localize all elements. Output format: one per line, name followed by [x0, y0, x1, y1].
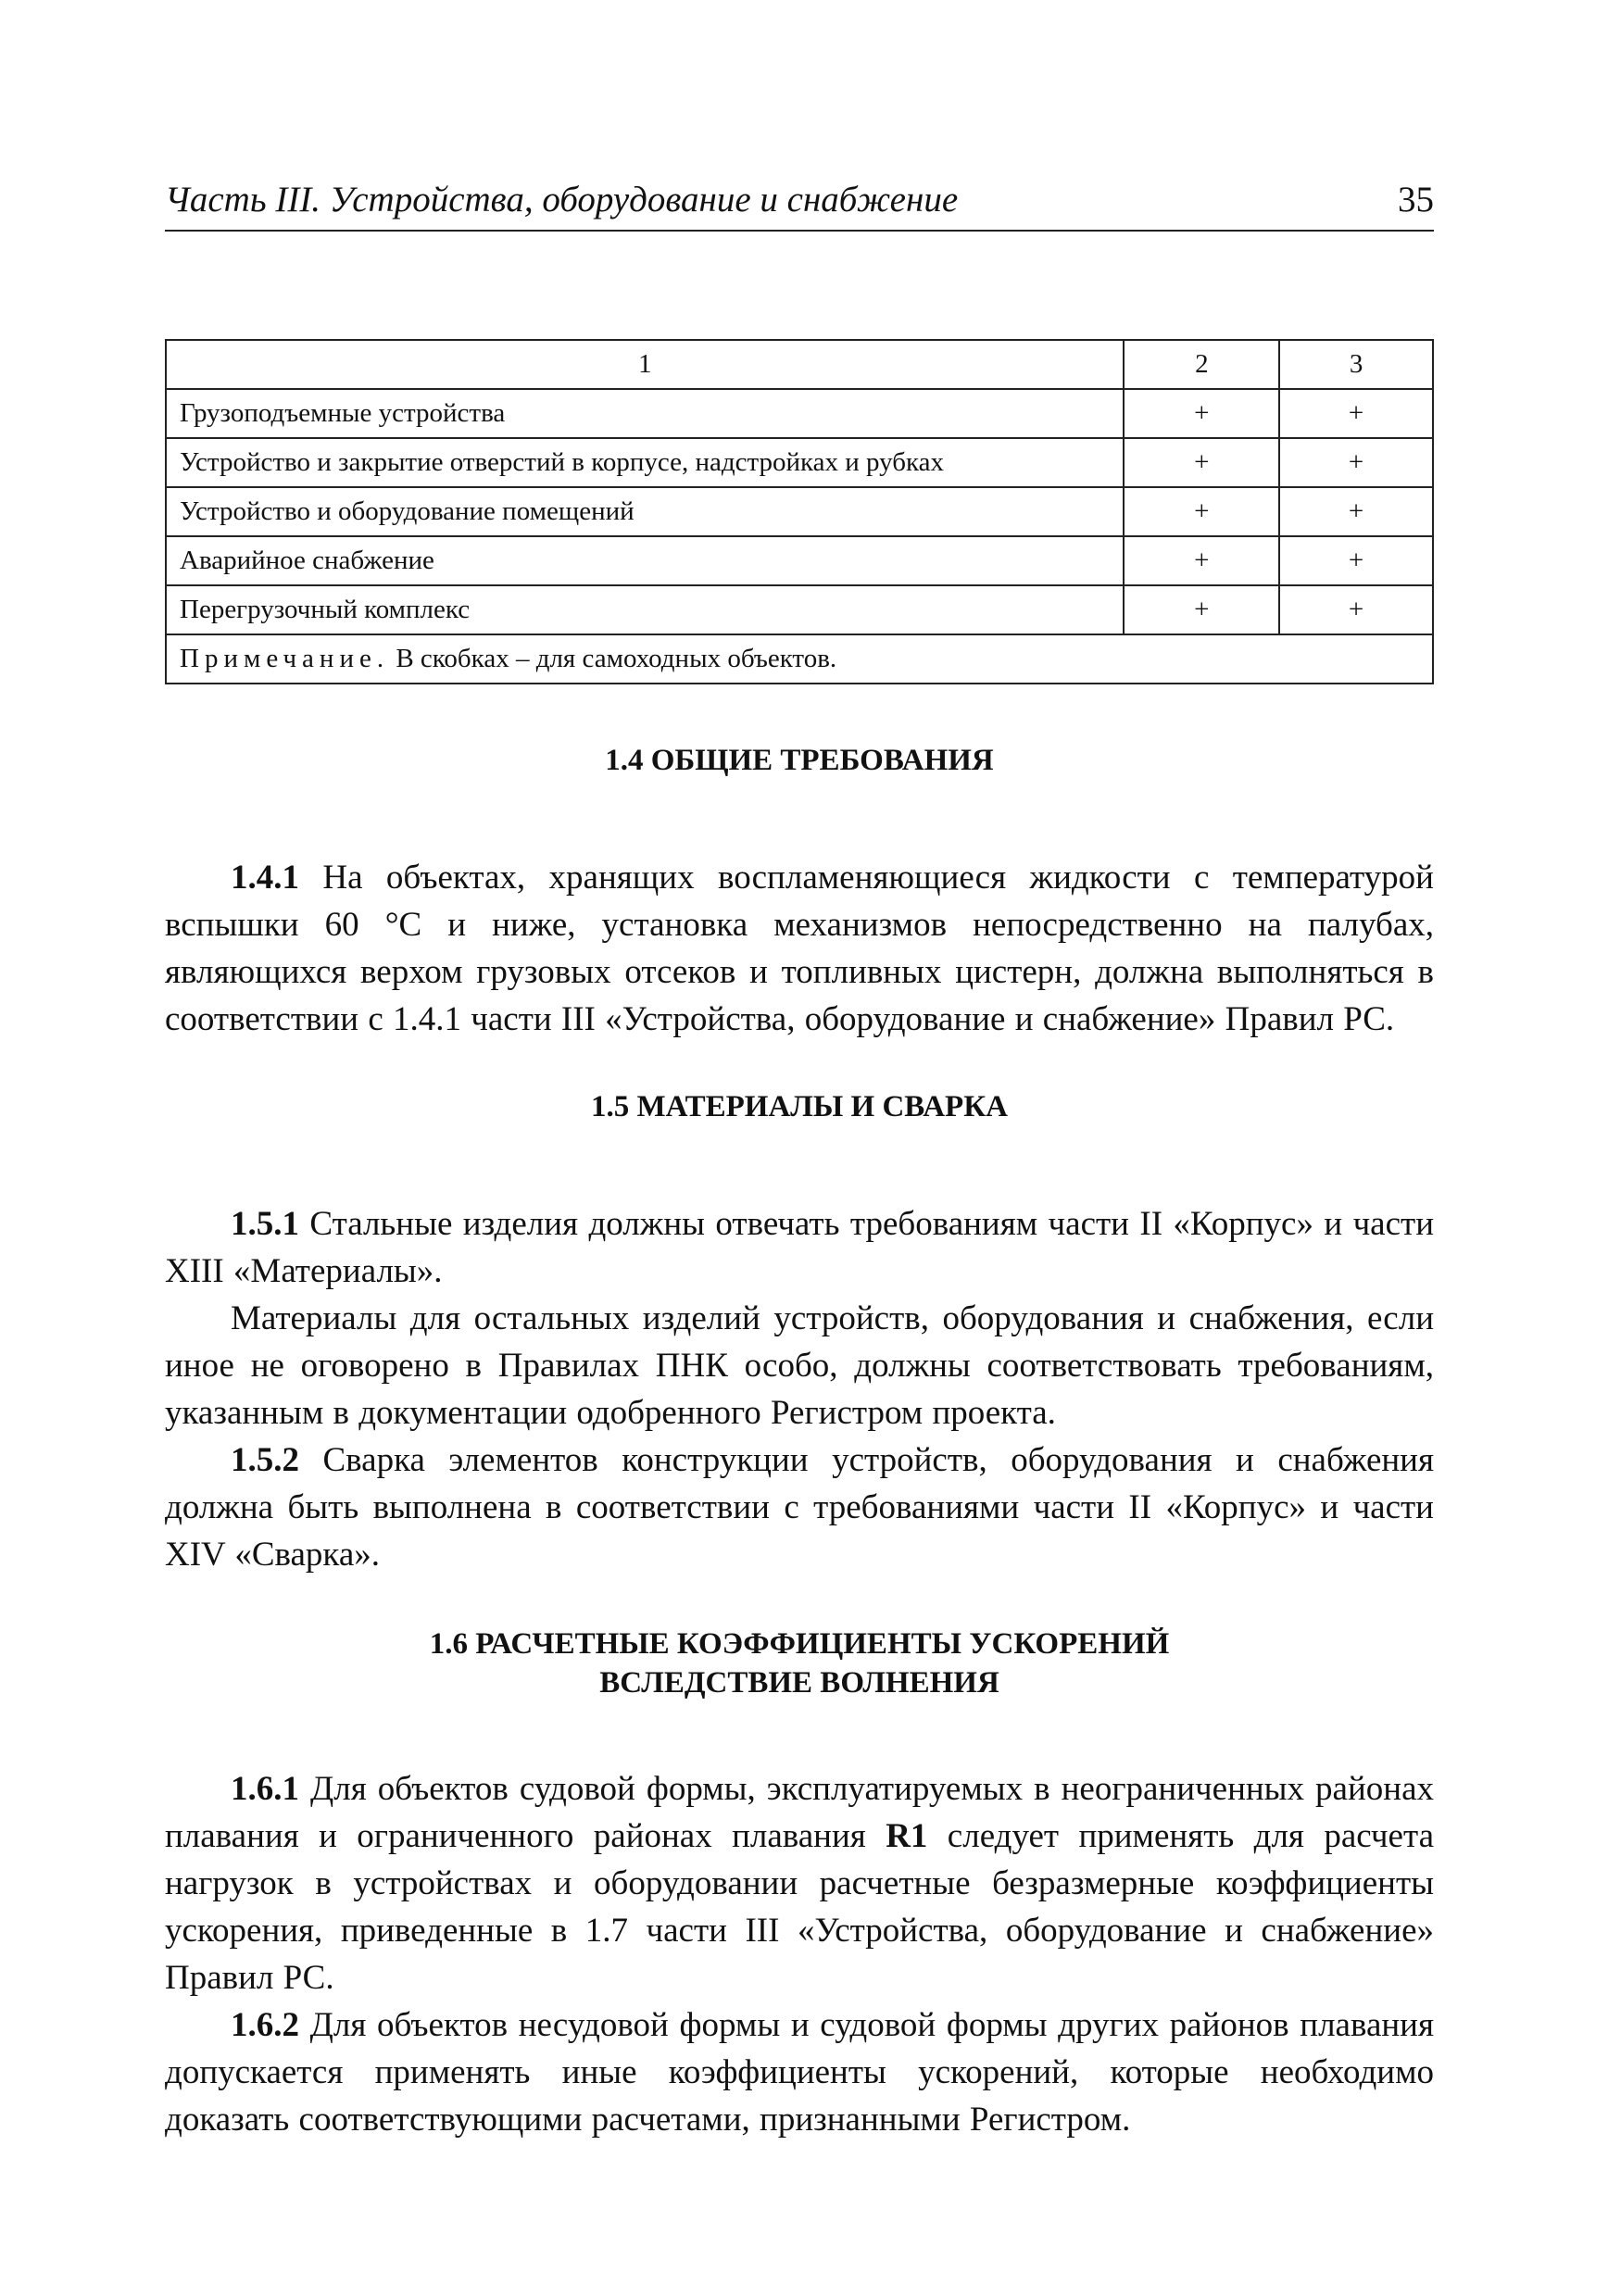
table-cell-col2: +: [1124, 389, 1279, 438]
table-cell-col2: +: [1124, 438, 1279, 487]
table-cell-col2: +: [1124, 536, 1279, 585]
region-code: R1: [886, 1817, 928, 1855]
table-header-cell: 2: [1124, 340, 1279, 389]
section-heading-1-4: 1.4 ОБЩИЕ ТРЕБОВАНИЯ: [605, 744, 994, 777]
table-cell-name: Аварийное снабжение: [166, 536, 1124, 585]
paragraph-1-6-1: [165, 1765, 1434, 2001]
paragraph-1-6-2: [165, 2001, 1434, 2143]
table-cell-col3: +: [1279, 389, 1433, 438]
running-header: [165, 174, 1434, 232]
paragraph-1-5-1: [165, 1200, 1434, 1295]
table-note-cell: [166, 634, 1433, 684]
paragraph-text: Стальные изделия должны отвечать требованиям части II «Корпус» и части XIII «Материалы».: [165, 1205, 1434, 1290]
table-note-label: Примечание.: [180, 644, 390, 673]
clause-number: 1.6.2: [231, 2006, 299, 2044]
table-cell-name: Устройство и оборудование помещений: [166, 487, 1124, 536]
table-cell-col3: +: [1279, 536, 1433, 585]
table-cell-name: Грузоподъемные устройства: [166, 389, 1124, 438]
paragraph-1-4-1: [165, 854, 1434, 1043]
table-cell-name: Перегрузочный комплекс: [166, 585, 1124, 634]
table-cell-col2: +: [1124, 487, 1279, 536]
table-row: [166, 487, 1433, 536]
clause-number: 1.5.2: [231, 1441, 299, 1479]
requirements-table: [165, 339, 1434, 684]
running-title: Часть III. Устройства, оборудование и снабжение: [165, 180, 959, 220]
paragraph-1-5-2: [165, 1437, 1434, 1578]
table-cell-col3: +: [1279, 438, 1433, 487]
table-header-cell: 1: [166, 340, 1124, 389]
main-content: [165, 741, 1434, 2143]
table-cell-name: Устройство и закрытие отверстий в корпусе, надстройках и рубках: [166, 438, 1124, 487]
table-header-row: [166, 340, 1433, 389]
paragraph-text: Для объектов несудовой формы и судовой формы других районов плавания допускается применять иные коэффициенты ускорений, которые необходимо доказать соответствующими расчетами, признанными Регистром.: [165, 2006, 1434, 2139]
section-heading-1-6: [165, 1625, 1434, 1702]
page-number: 35: [1398, 180, 1434, 220]
heading-line: 1.6 РАСЧЕТНЫЕ КОЭФФИЦИЕНТЫ УСКОРЕНИЙ: [429, 1627, 1170, 1661]
paragraph-1-5-1-cont: Материалы для остальных изделий устройств, оборудования и снабжения, если иное не оговорено в Правилах ПНК особо, должны соответствовать требованиям, указанным в документации одобренного Регистром проекта.: [165, 1299, 1434, 1432]
table-row: [166, 389, 1433, 438]
table-row: [166, 438, 1433, 487]
table-cell-col3: +: [1279, 585, 1433, 634]
table-note-text: В скобках – для самоходных объектов.: [389, 644, 837, 673]
table-cell-col2: +: [1124, 585, 1279, 634]
table-row: [166, 536, 1433, 585]
heading-line: ВСЛЕДСТВИЕ ВОЛНЕНИЯ: [599, 1666, 999, 1700]
paragraph-text: Сварка элементов конструкции устройств, оборудования и снабжения должна быть выполнена в соответствии с требованиями части II «Корпус» и части XIV «Сварка».: [165, 1441, 1434, 1574]
clause-number: 1.6.1: [231, 1770, 299, 1808]
clause-number: 1.5.1: [231, 1205, 299, 1243]
paragraph-text: Для объектов судовой формы, эксплуатируемых в неограниченных районах плавания и ограниченного районах плавания: [165, 1770, 1434, 1855]
table-note-row: [166, 634, 1433, 684]
section-heading-1-5: 1.5 МАТЕРИАЛЫ И СВАРКА: [591, 1090, 1008, 1123]
paragraph-text: следует применять для расчета нагрузок в устройствах и оборудовании расчетные безразмерные коэффициенты ускорения, приведенные в 1.7 части III «Устройства, оборудование и снабжение» Правил РС.: [165, 1817, 1434, 1997]
table-header-cell: 3: [1279, 340, 1433, 389]
paragraph-text: На объектах, хранящих воспламеняющиеся жидкости с температурой вспышки 60 °С и ниже, установка механизмов непосредственно на палубах, являющихся верхом грузовых отсеков и топливных цистерн, должна выполняться в соответствии с 1.4.1 части III «Устройства, оборудование и снабжение» Правил РС.: [165, 859, 1434, 1038]
table-row: [166, 585, 1433, 634]
table-cell-col3: +: [1279, 487, 1433, 536]
clause-number: 1.4.1: [231, 859, 299, 897]
